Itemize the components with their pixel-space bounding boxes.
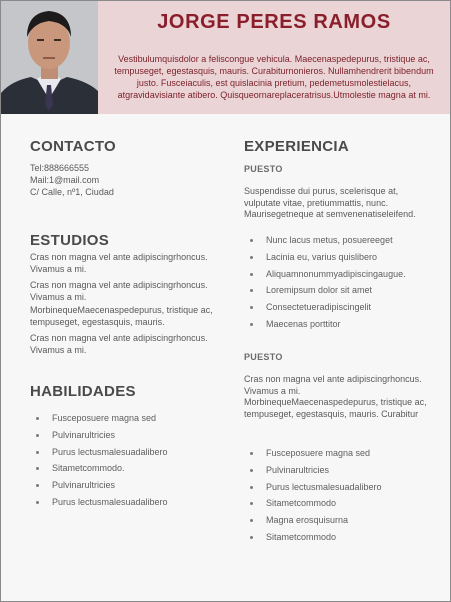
list-item: Fusceposuere magna sed [244, 445, 439, 462]
job-description: Cras non magna vel ante adipiscingrhoncus. Vivamus a mi. MorbinequeMaecenaspedepurus, tristique ac, tempuseget, egestasquis, mauris. Curabitur [244, 374, 427, 419]
person-name: JORGE PERES RAMOS [157, 11, 391, 33]
job-subtitle: PUESTO [244, 164, 283, 174]
list-item: Fusceposuere magna sed [30, 410, 220, 427]
job-subtitle: PUESTO [244, 352, 283, 362]
list-item: Lacinia eu, varius quislibero [244, 249, 439, 266]
job-duties-list [244, 232, 439, 333]
list-item: Sitametcommodo. [30, 460, 220, 477]
list-item: Pulvinarultricies [244, 462, 439, 479]
estudios-paragraph: Cras non magna vel ante adipiscingrhoncus. Vivamus a mi. [30, 280, 208, 302]
list-item: Loremipsum dolor sit amet [244, 282, 439, 299]
estudios-paragraph: Cras non magna vel ante adipiscingrhoncus. Vivamus a mi. [30, 252, 208, 274]
contacto-heading: CONTACTO [30, 138, 117, 155]
estudios-paragraph: Cras non magna vel ante adipiscingrhoncus. Vivamus a mi. [30, 333, 208, 355]
experiencia-heading: EXPERIENCIA [244, 138, 349, 155]
profile-summary: Vestibulumquisdolor a feliscongue vehicula. Maecenaspedepurus, tristique ac, tempuseget, egestasquis, mauris. Curabiturnonieros. Nullamhendrerit bibendum justo. Fusceiaculis, est quislacinia pretium, pedemetusmolestielacus, atgravidavisiante atibero. Quisqueornareplaceratrisus.Utmolestie magna at mi. [114, 54, 434, 100]
list-item: Pulvinarultricies [30, 427, 220, 444]
profile-photo [1, 1, 98, 114]
job-duties-list [244, 445, 439, 546]
estudios-paragraph: MorbinequeMaecenaspedepurus, tristique ac, tempuseget, egestasquis, mauris. [30, 305, 213, 327]
contact-phone: Tel:888666555 [30, 163, 90, 173]
contact-email: Mail:1@mail.com [30, 175, 100, 185]
list-item: Nunc lacus metus, posuereeget [244, 232, 439, 249]
list-item: Maecenas porttitor [244, 316, 439, 333]
list-item: Pulvinarultricies [30, 477, 220, 494]
list-item: Purus lectusmalesuadalibero [30, 444, 220, 461]
habilidades-heading: HABILIDADES [30, 383, 136, 400]
contact-address: C/ Calle, nº1, Ciudad [30, 187, 114, 197]
estudios-heading: ESTUDIOS [30, 232, 110, 249]
habilidades-list [30, 410, 220, 511]
list-item: Purus lectusmalesuadalibero [30, 494, 220, 511]
list-item: Aliquamnonummyadipiscingaugue. [244, 266, 439, 283]
header-band [98, 1, 450, 114]
list-item: Consectetueradipiscingelit [244, 299, 439, 316]
list-item: Sitametcommodo [244, 495, 439, 512]
list-item: Purus lectusmalesuadalibero [244, 479, 439, 496]
list-item: Magna erosquisurna [244, 512, 439, 529]
list-item: Sitametcommodo [244, 529, 439, 546]
job-description: Suspendisse dui purus, scelerisque at, vulputate vitae, pretiummattis, nunc. Maurisegetneque at semvenenatiseleifend. [244, 186, 416, 219]
